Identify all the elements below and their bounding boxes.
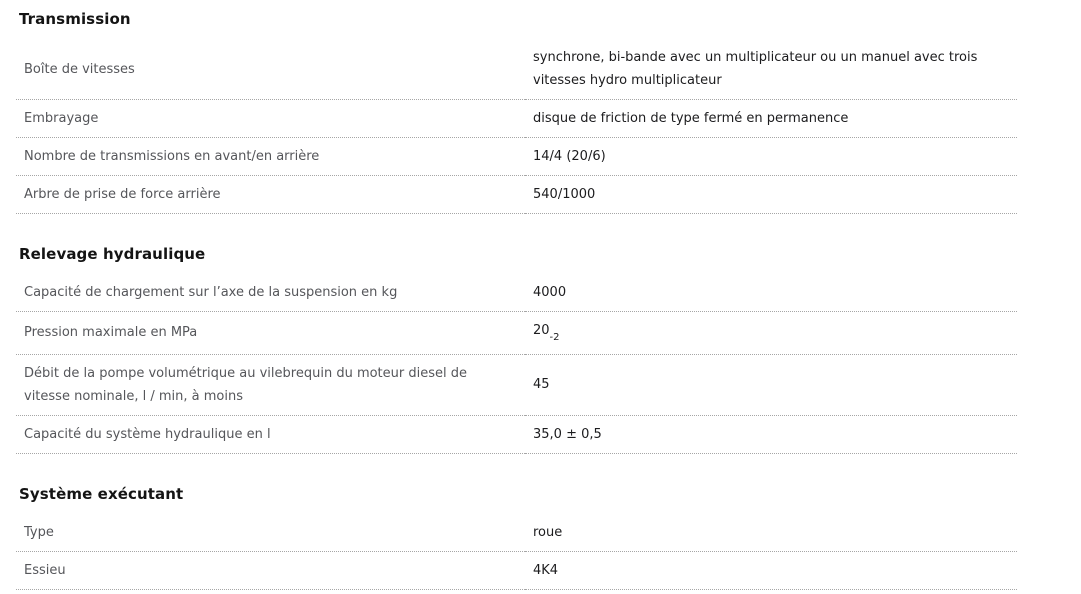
spec-label: Capacité de chargement sur l’axe de la suspension en kg xyxy=(16,274,525,312)
spec-label: Essieu xyxy=(16,551,525,589)
spec-value: 45 xyxy=(525,354,1017,415)
section-systeme-executant xyxy=(16,485,1017,590)
spec-value: 4K4 xyxy=(525,551,1017,589)
value-subscript: -2 xyxy=(549,331,560,343)
spec-label: Type xyxy=(16,514,525,552)
value-main: 20 xyxy=(533,323,550,338)
table-row xyxy=(16,354,1017,415)
table-row xyxy=(16,176,1017,214)
table-row xyxy=(16,100,1017,138)
spec-value: 4000 xyxy=(525,274,1017,312)
spec-label: Boîte de vitesses xyxy=(16,39,525,100)
spec-label: Débit de la pompe volumétrique au vilebrequin du moteur diesel de vitesse nominale, l / min, à moins xyxy=(16,354,525,415)
section-relevage-hydraulique xyxy=(16,245,1017,454)
spec-label: Nombre de transmissions en avant/en arrière xyxy=(16,138,525,176)
spec-value: roue xyxy=(525,514,1017,552)
spec-value: 14/4 (20/6) xyxy=(525,138,1017,176)
table-row xyxy=(16,415,1017,453)
spec-value xyxy=(525,312,1017,355)
table-row xyxy=(16,551,1017,589)
section-title: Relevage hydraulique xyxy=(19,245,206,263)
spec-value: synchrone, bi-bande avec un multiplicateur ou un manuel avec trois vitesses hydro multiplicateur xyxy=(525,39,1017,100)
section-title: Transmission xyxy=(19,10,131,28)
table-row xyxy=(16,138,1017,176)
spec-label: Capacité du système hydraulique en l xyxy=(16,415,525,453)
spec-label: Arbre de prise de force arrière xyxy=(16,176,525,214)
spec-value: 35,0 ± 0,5 xyxy=(525,415,1017,453)
table-row xyxy=(16,312,1017,355)
spec-table xyxy=(16,274,1017,454)
table-row xyxy=(16,514,1017,552)
spec-label: Embrayage xyxy=(16,100,525,138)
spec-value: disque de friction de type fermé en permanence xyxy=(525,100,1017,138)
spec-table xyxy=(16,514,1017,590)
spec-label: Pression maximale en MPa xyxy=(16,312,525,355)
table-row xyxy=(16,274,1017,312)
section-title: Système exécutant xyxy=(19,484,184,503)
spec-value: 540/1000 xyxy=(525,176,1017,214)
section-transmission xyxy=(16,10,1017,214)
table-row xyxy=(16,39,1017,100)
spec-table xyxy=(16,39,1017,214)
